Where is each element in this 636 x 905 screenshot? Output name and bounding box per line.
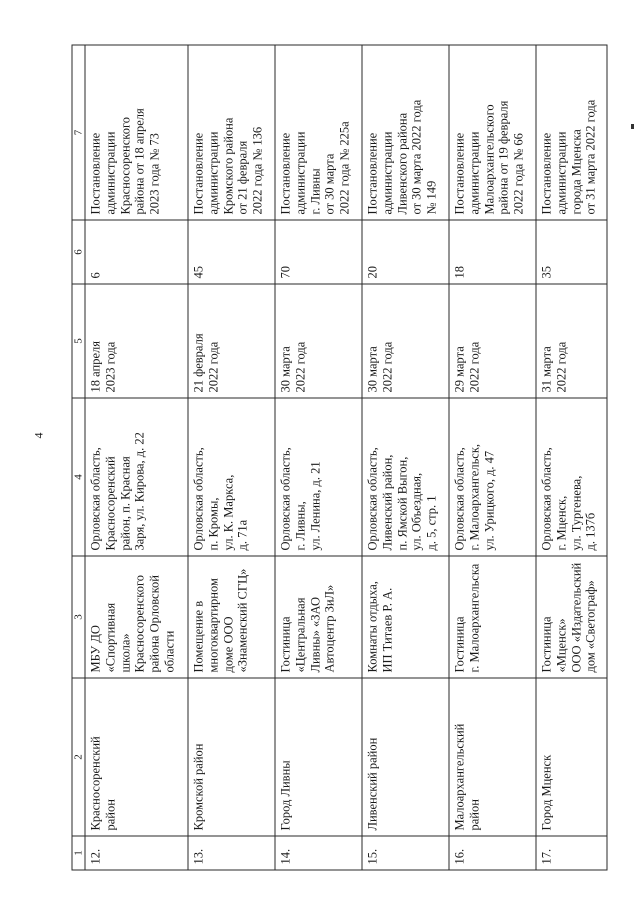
table-header-row — [72, 45, 85, 870]
date-cell: 31 марта 2022 года — [536, 284, 607, 398]
facility-cell: Гостиница «Центральная Ливны» «ЗАО Автоцентр ЗиЛ» — [275, 556, 362, 678]
facility-cell: Гостиница г. Малоархангельска — [449, 556, 536, 678]
resolution-cell: Постановление администрации Ливенского района от 30 марта 2022 года № 149 — [362, 45, 449, 220]
header-cell: 7 — [72, 45, 85, 220]
address-cell: Орловская область, Ливенский район, п. Ямской Выгон, ул. Объездная, д. 5, стр. 1 — [362, 398, 449, 556]
table-row — [362, 45, 449, 870]
address-cell: Орловская область, Красносоренский район, п. Красная Заря, ул. Кирова, д. 22 — [85, 398, 188, 556]
header-cell: 5 — [72, 284, 85, 398]
row-number: 15. — [362, 836, 449, 870]
capacity-cell: 6 — [85, 220, 188, 284]
page-number: 4 — [31, 432, 46, 439]
capacity-cell: 70 — [275, 220, 362, 284]
table-frame — [71, 46, 607, 871]
resolution-cell: Постановление администрации Кромского района от 21 февраля 2022 года № 136 — [188, 45, 275, 220]
resolution-cell: Постановление администрации Красносоренского района от 18 апреля 2023 года № 73 — [85, 45, 188, 220]
header-cell: 2 — [72, 678, 85, 836]
facility-cell: Помещение в многоквартирном доме ООО «Знаменский СГЦ» — [188, 556, 275, 678]
district-cell: Город Ливны — [275, 678, 362, 836]
facility-cell: Комнаты отдыха, ИП Титаев Р. А. — [362, 556, 449, 678]
capacity-cell: 20 — [362, 220, 449, 284]
resolution-cell: Постановление администрации города Мценска от 31 марта 2022 года — [536, 45, 607, 220]
address-cell: Орловская область, п. Кромы, ул. К. Маркса, д. 71а — [188, 398, 275, 556]
table-row — [188, 45, 275, 870]
date-cell: 29 марта 2022 года — [449, 284, 536, 398]
district-cell: Малоархангельский район — [449, 678, 536, 836]
table-row — [275, 45, 362, 870]
resolution-cell: Постановление администрации г. Ливны от 30 марта 2022 года № 225а — [275, 45, 362, 220]
district-cell: Кромской район — [188, 678, 275, 836]
facility-cell: Гостиница «Мценск» ООО «Издательский дом «Светограф» — [536, 556, 607, 678]
resolution-cell: Постановление администрации Малоархангельского района от 19 февраля 2022 года № 66 — [449, 45, 536, 220]
table-row — [449, 45, 536, 870]
header-cell: 4 — [72, 398, 85, 556]
district-cell: Красносоренский район — [85, 678, 188, 836]
table-row — [536, 45, 607, 870]
scan-mark — [631, 124, 634, 129]
row-number: 17. — [536, 836, 607, 870]
date-cell: 30 марта 2022 года — [275, 284, 362, 398]
capacity-cell: 18 — [449, 220, 536, 284]
date-cell: 30 марта 2022 года — [362, 284, 449, 398]
row-number: 14. — [275, 836, 362, 870]
row-number: 13. — [188, 836, 275, 870]
address-cell: Орловская область, г. Малоархангельск, ул. Урицкого, д. 47 — [449, 398, 536, 556]
row-number: 16. — [449, 836, 536, 870]
accommodation-table — [71, 45, 607, 871]
header-cell: 6 — [72, 220, 85, 284]
facility-cell: МБУ ДО «Спортивная школа» Красносоренского района Орловской области — [85, 556, 188, 678]
capacity-cell: 35 — [536, 220, 607, 284]
header-cell: 3 — [72, 556, 85, 678]
table-row — [85, 45, 188, 870]
date-cell: 21 февраля 2022 года — [188, 284, 275, 398]
district-cell: Город Мценск — [536, 678, 607, 836]
date-cell: 18 апреля 2023 года — [85, 284, 188, 398]
address-cell: Орловская область, г. Мценск, ул. Тургенева, д. 137б — [536, 398, 607, 556]
row-number: 12. — [85, 836, 188, 870]
capacity-cell: 45 — [188, 220, 275, 284]
header-cell: 1 — [72, 836, 85, 870]
address-cell: Орловская область, г. Ливны, ул. Ленина, д. 21 — [275, 398, 362, 556]
district-cell: Ливенский район — [362, 678, 449, 836]
